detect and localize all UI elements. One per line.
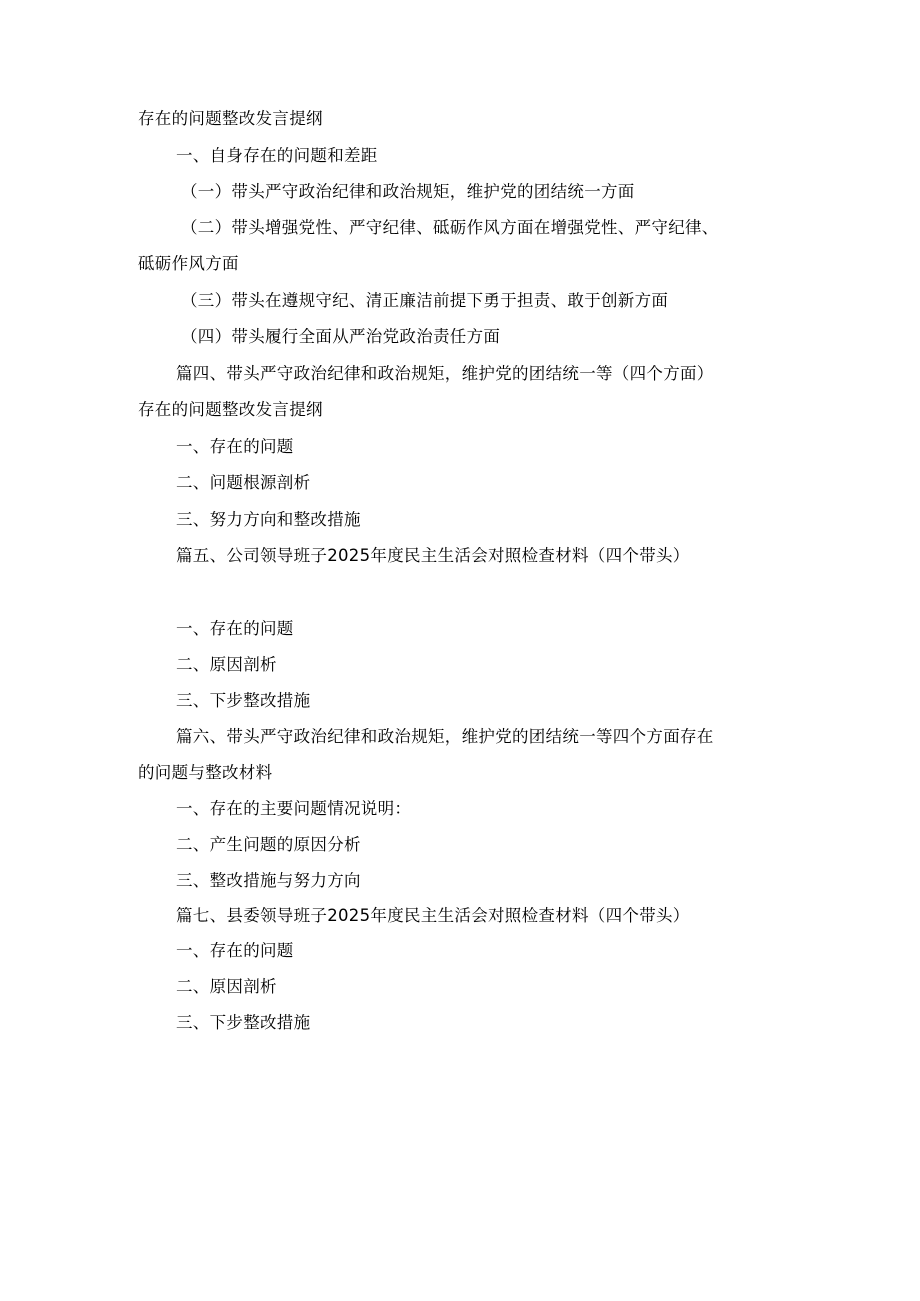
chapter-title: 篇五、公司领导班子2025年度民主生活会对照检查材料（四个带头） — [176, 546, 690, 565]
section-heading: 二、原因剖析 — [176, 655, 277, 674]
subsection-heading: （一）带头严守政治纪律和政治规矩，维护党的团结统一方面 — [181, 182, 635, 201]
section-heading: 二、问题根源剖析 — [176, 473, 311, 492]
subsection-heading: （四）带头履行全面从严治党政治责任方面 — [181, 327, 501, 346]
text-line: 的问题与整改材料 — [138, 763, 273, 782]
chapter-title: 篇六、带头严守政治纪律和政治规矩，维护党的团结统一等四个方面存在 — [176, 727, 714, 746]
section-heading: 一、存在的主要问题情况说明： — [176, 799, 412, 818]
chapter-title: 篇七、县委领导班子2025年度民主生活会对照检查材料（四个带头） — [176, 906, 690, 925]
section-heading: 三、整改措施与努力方向 — [176, 871, 361, 890]
section-heading: 一、存在的问题 — [176, 437, 294, 456]
section-heading: 一、自身存在的问题和差距 — [176, 146, 378, 165]
chapter-title: 篇四、带头严守政治纪律和政治规矩，维护党的团结统一等（四个方面） — [176, 364, 714, 383]
subsection-heading: （二）带头增强党性、严守纪律、砥砺作风方面在增强党性、严守纪律、 — [181, 218, 719, 237]
subsection-heading: （三）带头在遵规守纪、清正廉洁前提下勇于担责、敢于创新方面 — [181, 291, 669, 310]
text-line: 存在的问题整改发言提纲 — [138, 400, 323, 419]
section-heading: 一、存在的问题 — [176, 941, 294, 960]
section-heading: 二、原因剖析 — [176, 977, 277, 996]
section-heading: 一、存在的问题 — [176, 619, 294, 638]
section-heading: 三、下步整改措施 — [176, 1013, 311, 1032]
section-heading: 二、产生问题的原因分析 — [176, 835, 361, 854]
text-line: 存在的问题整改发言提纲 — [138, 109, 323, 128]
section-heading: 三、努力方向和整改措施 — [176, 510, 361, 529]
text-line: 砥砺作风方面 — [138, 254, 239, 273]
section-heading: 三、下步整改措施 — [176, 691, 311, 710]
